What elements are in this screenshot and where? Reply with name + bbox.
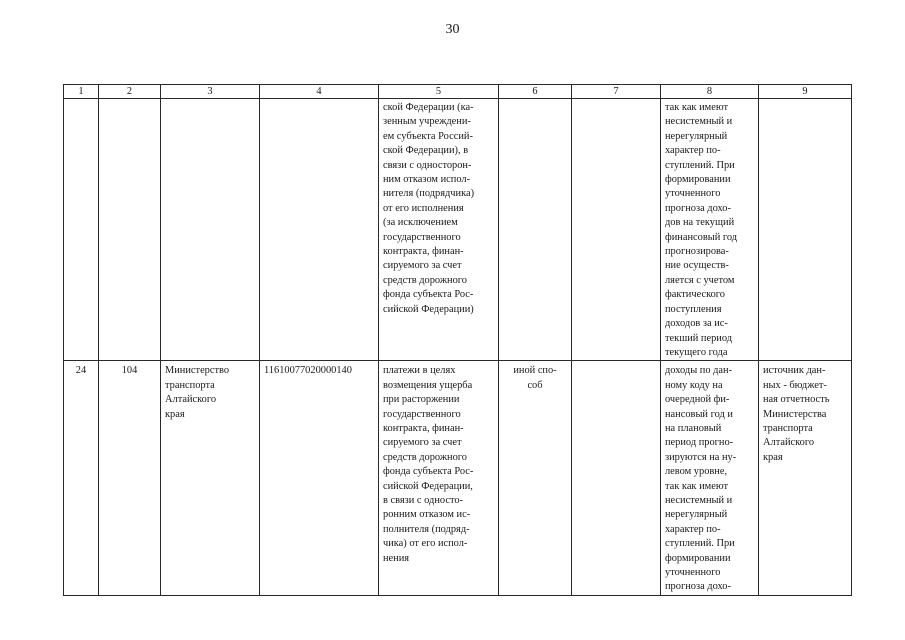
forecast-algorithm-cell: так как имеют несистемный и нерегулярный характер по- ступлений. При формировании уточненного прогноза дохо- дов на текущий финансовый год прогнозирова- ние осуществ- ляется с учетом фактического поступления доходов за ис- текший период текущего года xyxy=(661,99,759,361)
revenue-forecast-table xyxy=(63,84,852,596)
column-header-4: 4 xyxy=(260,85,379,99)
calculation-method-cell xyxy=(499,99,572,361)
admin-code-cell: 104 xyxy=(99,361,161,596)
column-header-1: 1 xyxy=(64,85,99,99)
data-source-cell xyxy=(759,99,852,361)
revenue-code-cell: 11610077020000140 xyxy=(260,361,379,596)
revenue-code-cell xyxy=(260,99,379,361)
formula-cell xyxy=(572,99,661,361)
admin-code-cell xyxy=(99,99,161,361)
administrator-name-cell: Министерство транспорта Алтайского края xyxy=(161,361,260,596)
row-number-cell: 24 xyxy=(64,361,99,596)
column-header-2: 2 xyxy=(99,85,161,99)
column-header-3: 3 xyxy=(161,85,260,99)
column-header-8: 8 xyxy=(661,85,759,99)
administrator-name-cell xyxy=(161,99,260,361)
data-source-cell: источник дан- ных - бюджет- ная отчетность Министерства транспорта Алтайского края xyxy=(759,361,852,596)
row-number-cell xyxy=(64,99,99,361)
forecast-algorithm-cell: доходы по дан- ному коду на очередной фи- нансовый год и на плановый период прогно- зируются на ну- левом уровне, так как имеют несистемный и нерегулярный характер по- ступлений. При формировании уточненного прогноза дохо- xyxy=(661,361,759,596)
calculation-method-cell: иной спо- соб xyxy=(499,361,572,596)
formula-cell xyxy=(572,361,661,596)
column-number-header-row xyxy=(64,85,852,99)
column-header-9: 9 xyxy=(759,85,852,99)
continuation-row xyxy=(64,99,852,361)
column-header-7: 7 xyxy=(572,85,661,99)
column-header-5: 5 xyxy=(379,85,499,99)
table-row xyxy=(64,361,852,596)
column-header-6: 6 xyxy=(499,85,572,99)
revenue-description-cell: платежи в целях возмещения ущерба при расторжении государственного контракта, финан- сируемого за счет средств дорожного фонда субъекта Рос- сийской Федерации, в связи с односто- ронним отказом ис- полнителя (подряд- чика) от его испол- нения xyxy=(379,361,499,596)
revenue-description-cell: ской Федерации (ка- зенным учреждени- ем субъекта Россий- ской Федерации), в связи с односторон- ним отказом испол- нителя (подрядчика) от его исполнения (за исключением государственного контракта, финан- сируемого за счет средств дорожного фонда субъекта Рос- сийской Федерации) xyxy=(379,99,499,361)
page-number: 30 xyxy=(445,22,460,37)
